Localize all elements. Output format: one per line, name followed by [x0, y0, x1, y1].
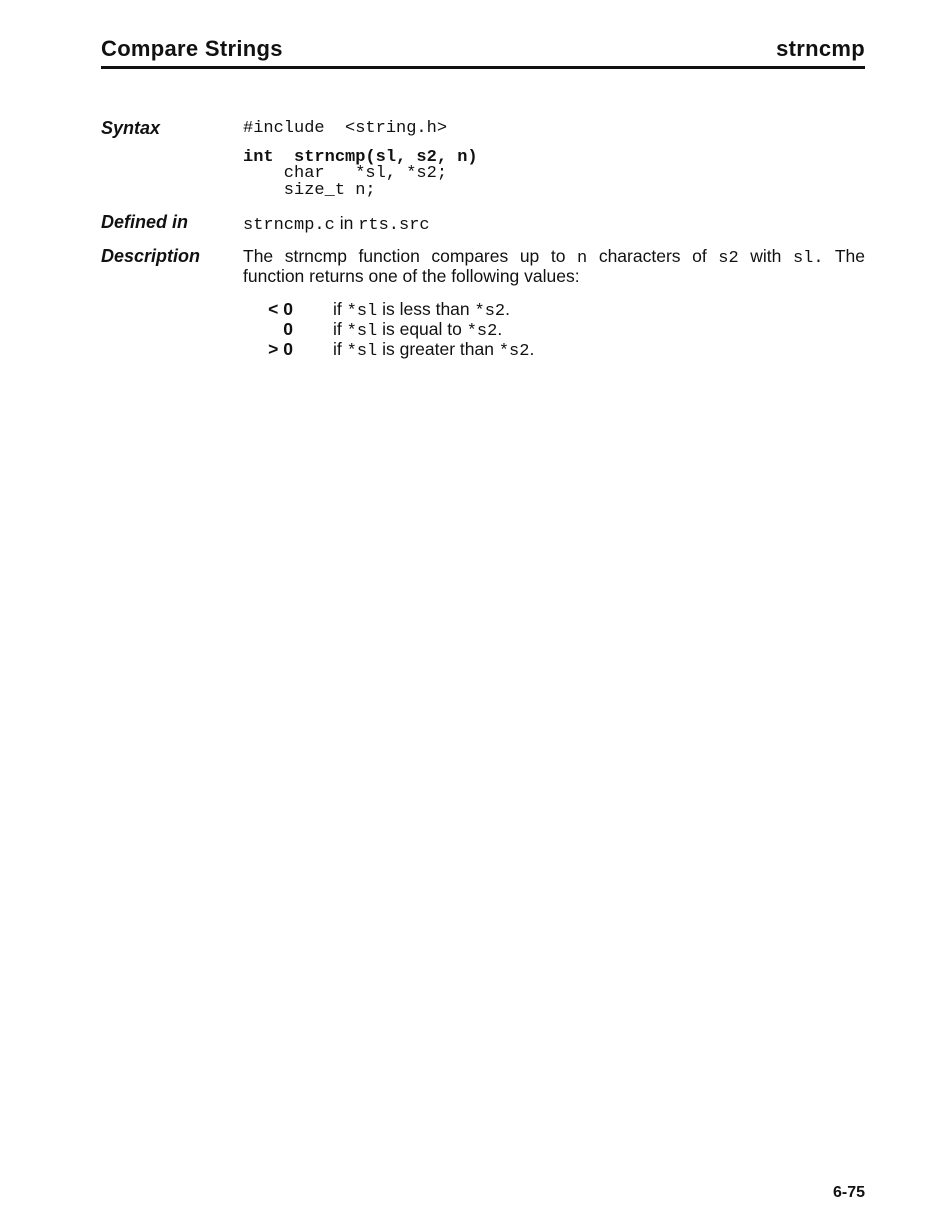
defined-in-file: strncmp.c	[243, 216, 335, 235]
return-value-mid: is less than	[377, 299, 475, 319]
return-value-description	[333, 319, 502, 341]
return-value-description	[333, 299, 510, 321]
section-title: Compare Strings	[101, 36, 283, 61]
desc-text-4: The	[823, 246, 865, 266]
defined-in-text	[243, 213, 430, 235]
return-value-symbol: 0	[283, 319, 293, 339]
defined-in-label: Defined in	[101, 212, 189, 232]
description-label: Description	[101, 246, 201, 266]
desc-code-n: n	[577, 249, 588, 268]
defined-in-word: in	[334, 213, 359, 233]
page-header	[101, 34, 865, 69]
include-line: #include <string.h>	[243, 119, 448, 138]
desc-code-s1: sl.	[792, 249, 824, 268]
return-value-symbol: > 0	[268, 339, 293, 359]
return-value-lhs: *sl	[346, 302, 378, 321]
return-value-post: .	[505, 299, 510, 319]
description-line-2: function returns one of the following values:	[243, 266, 580, 286]
return-value-mid: is equal to	[377, 319, 467, 339]
signature-line: int strncmp(sl, s2, n)	[243, 148, 478, 167]
desc-text-3: with	[738, 246, 793, 266]
param-line-2: size_t n;	[243, 181, 376, 200]
return-value-pre: if	[333, 299, 347, 319]
desc-code-s2: s2	[718, 249, 739, 268]
return-value-rhs: *s2	[498, 342, 530, 361]
defined-in-archive: rts.src	[358, 216, 430, 235]
param-line-1: char *sl, *s2;	[243, 164, 448, 183]
return-value-mid: is greater than	[377, 339, 499, 359]
page-number: 6-75	[832, 1184, 865, 1201]
function-title: strncmp	[776, 36, 865, 61]
return-value-rhs: *s2	[466, 322, 498, 341]
return-value-pre: if	[333, 339, 347, 359]
return-value-symbol: < 0	[268, 299, 293, 319]
syntax-label: Syntax	[101, 118, 161, 138]
desc-text-1: The strncmp function compares up to	[243, 246, 578, 266]
return-value-description	[333, 339, 534, 361]
desc-text-2: characters of	[587, 246, 719, 266]
return-value-post: .	[497, 319, 503, 339]
description-line-1	[243, 246, 865, 268]
return-value-post: .	[529, 339, 535, 359]
return-value-rhs: *s2	[474, 302, 506, 321]
return-value-pre: if	[333, 319, 347, 339]
return-value-lhs: *sl	[346, 322, 378, 341]
return-value-lhs: *sl	[346, 342, 378, 361]
